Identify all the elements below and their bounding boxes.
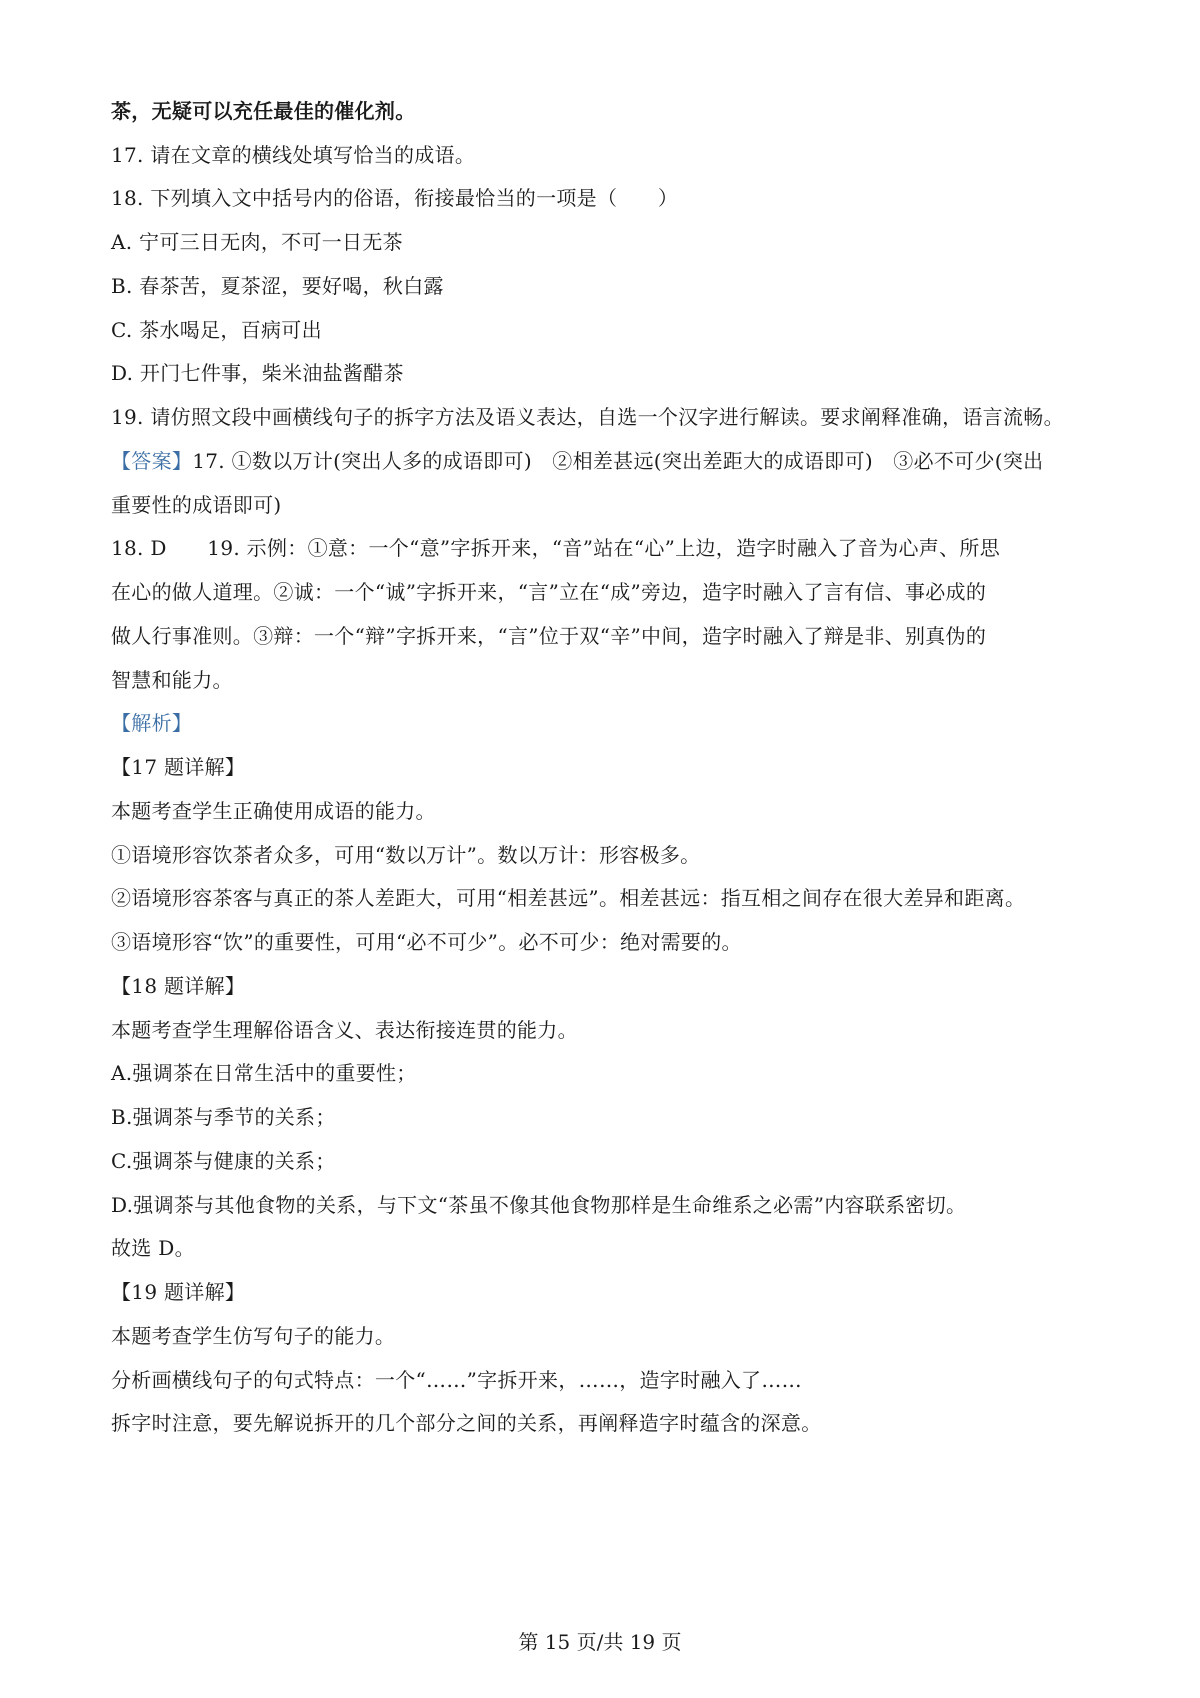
detail-17-text: ②语境形容茶客与真正的茶人差距大，可用“相差甚远”。相差甚远：指互相之间存在很大差异和距离。 [111, 886, 1026, 910]
analysis-heading: 【解析】 [111, 711, 193, 735]
answer-19-cont: 做人行事准则。③辩：一个“辩”字拆开来，“言”位于双“辛”中间，造字时融入了辩是非、别真伪的 [111, 624, 987, 648]
option-a: A. 宁可三日无肉，不可一日无茶 [111, 230, 403, 254]
detail-17-text: 本题考查学生正确使用成语的能力。 [111, 799, 436, 823]
question-19: 19. 请仿照文段中画横线句子的拆字方法及语义表达，自选一个汉字进行解读。要求阐释准确，语言流畅。 [111, 405, 1064, 429]
detail-19-text: 拆字时注意，要先解说拆开的几个部分之间的关系，再阐释造字时蕴含的深意。 [111, 1411, 822, 1435]
answer-tag: 【答案】 [111, 449, 193, 473]
option-d: D. 开门七件事，柴米油盐酱醋茶 [111, 361, 404, 385]
paragraph-text: 茶，无疑可以充任最佳的催化剂。 [111, 99, 416, 123]
question-17: 17. 请在文章的横线处填写恰当的成语。 [111, 143, 476, 167]
page-number: 第 15 页/共 19 页 [518, 1630, 682, 1654]
detail-18-text: D.强调茶与其他食物的关系，与下文“茶虽不像其他食物那样是生命维系之必需”内容联系密切。 [111, 1193, 967, 1217]
answer-19-cont: 智慧和能力。 [111, 668, 233, 692]
question-18: 18. 下列填入文中括号内的俗语，衔接最恰当的一项是（ ） [111, 186, 679, 210]
answer-text: 17. ①数以万计(突出人多的成语即可) ②相差甚远(突出差距大的成语即可) ③必不可少(突出 [192, 449, 1044, 473]
detail-18-text: 故选 D。 [111, 1236, 195, 1260]
answer-19-cont: 在心的做人道理。②诚：一个“诚”字拆开来，“言”立在“成”旁边，造字时融入了言有信、事必成的 [111, 580, 987, 604]
detail-17-text: ③语境形容“饮”的重要性，可用“必不可少”。必不可少：绝对需要的。 [111, 930, 742, 954]
answer-line [111, 447, 1043, 475]
detail-18-text: 本题考查学生理解俗语含义、表达衔接连贯的能力。 [111, 1018, 578, 1042]
detail-18-text: A.强调茶在日常生活中的重要性； [111, 1061, 417, 1085]
detail-18-heading: 【18 题详解】 [111, 974, 246, 998]
detail-19-text: 分析画横线句子的句式特点：一个“……”字拆开来，……，造字时融入了…… [111, 1368, 802, 1392]
detail-18-text: B.强调茶与季节的关系； [111, 1105, 336, 1129]
option-c: C. 茶水喝足，百病可出 [111, 318, 322, 342]
option-b: B. 春茶苦，夏茶涩，要好喝，秋白露 [111, 274, 444, 298]
detail-17-text: ①语境形容饮茶者众多，可用“数以万计”。数以万计：形容极多。 [111, 843, 701, 867]
answer-text-cont: 重要性的成语即可) [111, 493, 282, 517]
detail-19-heading: 【19 题详解】 [111, 1280, 246, 1304]
detail-17-heading: 【17 题详解】 [111, 755, 246, 779]
answer-18-19: 18. D 19. 示例：①意：一个“意”字拆开来，“音”站在“心”上边，造字时融入了音为心声、所思 [111, 536, 1001, 560]
detail-19-text: 本题考查学生仿写句子的能力。 [111, 1324, 396, 1348]
detail-18-text: C.强调茶与健康的关系； [111, 1149, 336, 1173]
